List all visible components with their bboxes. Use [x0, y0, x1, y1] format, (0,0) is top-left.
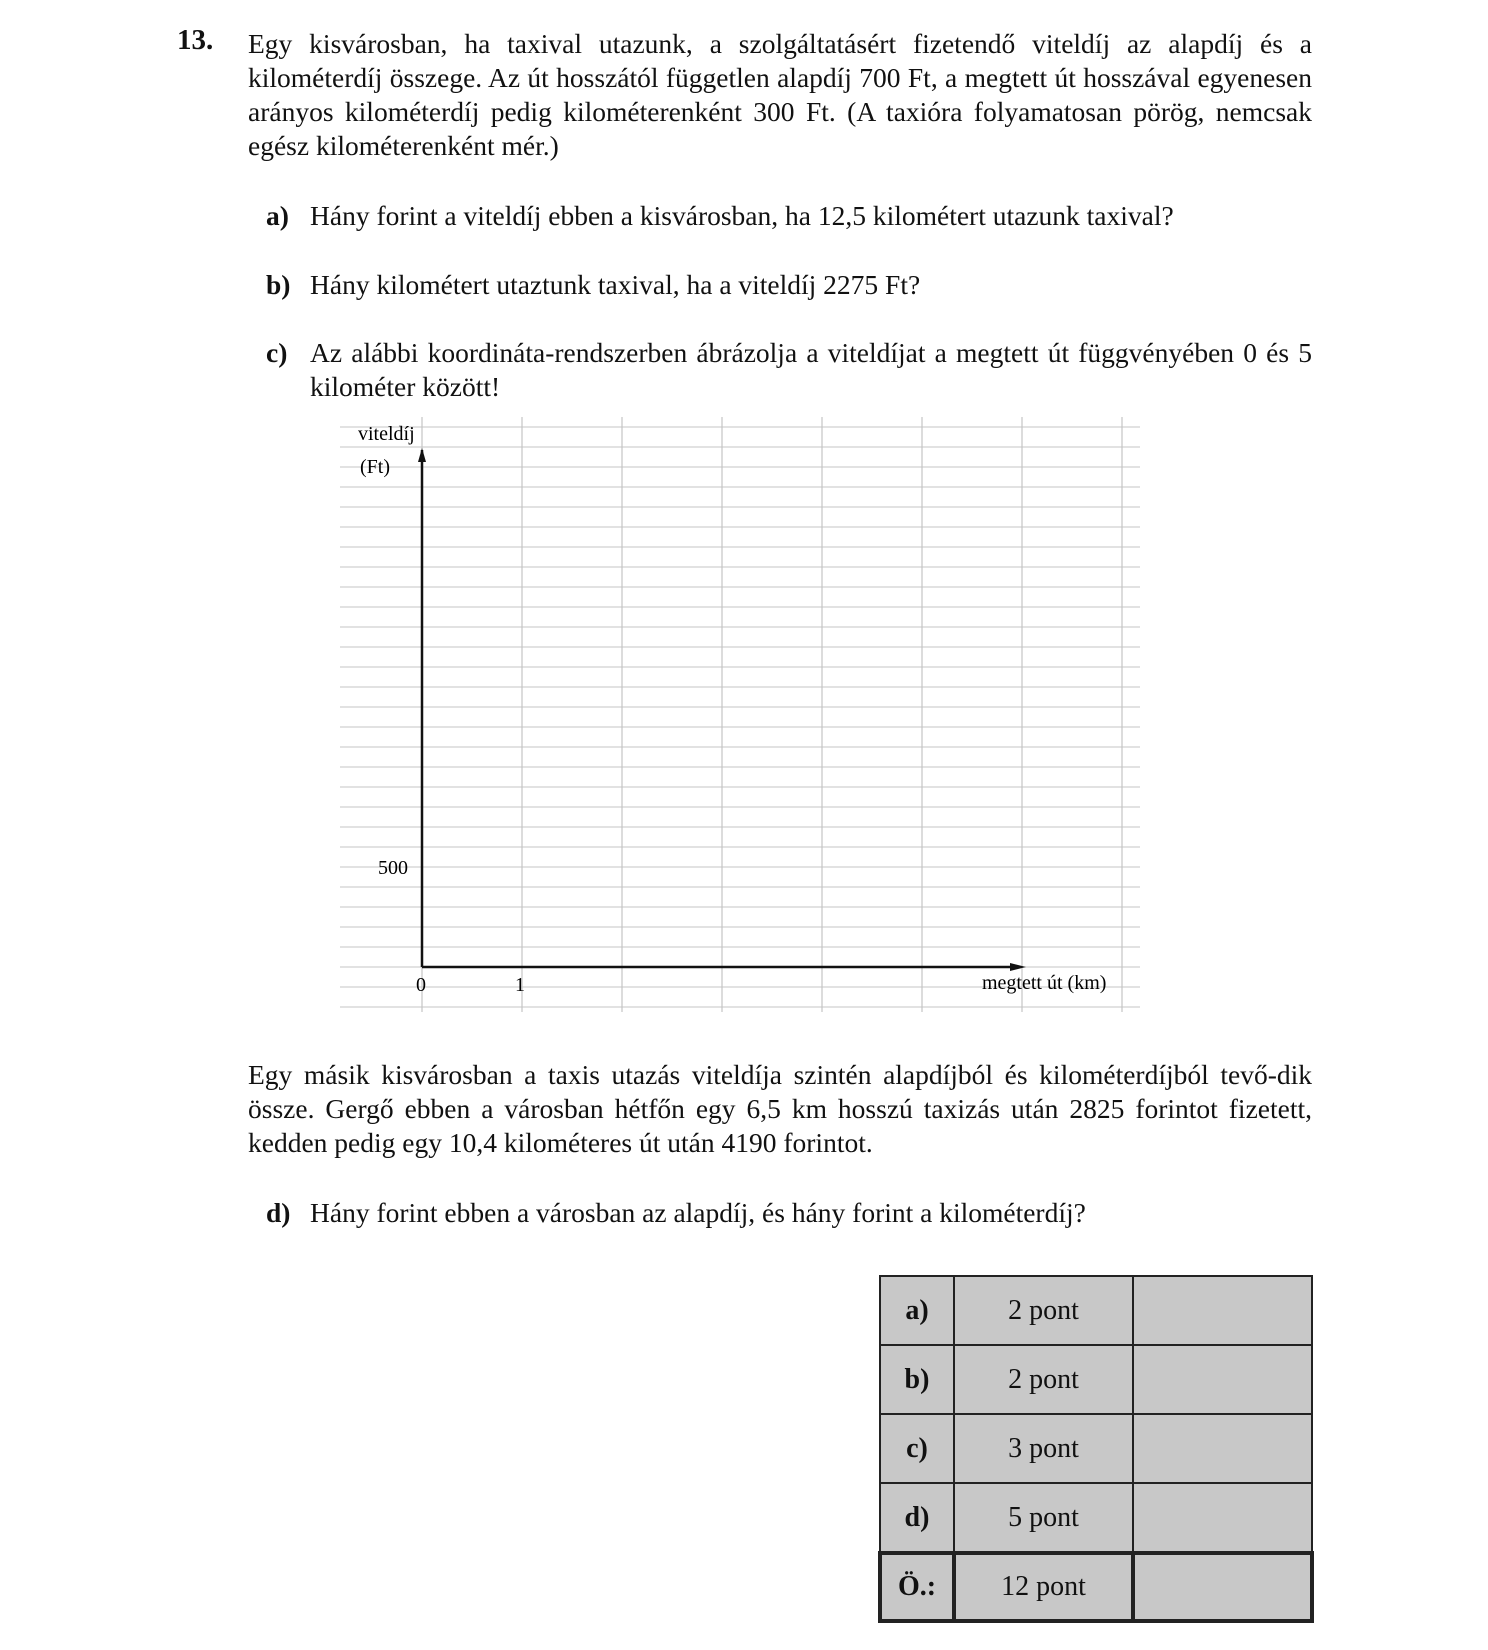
score-part: c) [880, 1414, 954, 1483]
second-paragraph: Egy másik kisvárosban a taxis utazás viteldíja szintén alapdíjból és kilométerdíjból tevő-dik össze. Gergő ebben a városban hétfőn egy 6,5 km hosszú taxizás után 2825 forintot fizetett, kedden pedig egy 10,4 kilométeres út után 4190 forintot. [248, 1059, 1312, 1158]
question-c [266, 336, 1312, 404]
score-table [878, 1275, 1314, 1623]
score-row [880, 1345, 1312, 1414]
x-axis-arrow [1010, 963, 1026, 971]
grid-lines [340, 417, 1140, 1012]
y-tick-label-500: 500 [378, 857, 408, 879]
score-total-points: 12 pont [954, 1553, 1133, 1621]
score-part: d) [880, 1483, 954, 1553]
y-axis-label-line2: (Ft) [360, 456, 390, 478]
problem-intro: Egy kisvárosban, ha taxival utazunk, a szolgáltatásért fizetendő viteldíj az alapdíj és a kilométerdíj összege. Az út hosszától független alapdíj 700 Ft, a megtett út hosszával egyenesen arányos kilométerdíj pedig kilométerenként 300 Ft. (A taxióra folyamatosan pörög, nemcsak egész kilométerenként mér.) [248, 28, 1312, 161]
score-total-earned-cell [1133, 1553, 1312, 1621]
question-d-text: Hány forint ebben a városban az alapdíj, és hány forint a kilométerdíj? [310, 1197, 1086, 1228]
score-earned-cell [1133, 1276, 1312, 1345]
score-earned-cell [1133, 1345, 1312, 1414]
score-row [880, 1276, 1312, 1345]
x-tick-label-1: 1 [515, 974, 525, 996]
problem-number: 13. [177, 24, 214, 56]
y-axis-label-line1: viteldíj [358, 423, 415, 445]
score-earned-cell [1133, 1483, 1312, 1553]
question-b [266, 268, 1312, 302]
score-points: 5 pont [954, 1483, 1133, 1553]
x-origin-label: 0 [416, 974, 426, 996]
question-d [266, 1196, 1312, 1230]
coordinate-grid [330, 412, 1140, 1012]
x-axis-label: megtett út (km) [982, 972, 1107, 994]
score-part: b) [880, 1345, 954, 1414]
score-points: 2 pont [954, 1276, 1133, 1345]
score-part: a) [880, 1276, 954, 1345]
score-total-label: Ö.: [880, 1553, 954, 1621]
score-points: 2 pont [954, 1345, 1133, 1414]
question-c-letter: c) [266, 337, 288, 368]
question-d-letter: d) [266, 1197, 291, 1228]
question-a-text: Hány forint a viteldíj ebben a kisvárosban, ha 12,5 kilométert utazunk taxival? [310, 200, 1174, 231]
question-b-text: Hány kilométert utaztunk taxival, ha a viteldíj 2275 Ft? [310, 269, 921, 300]
question-b-letter: b) [266, 269, 291, 300]
question-a-letter: a) [266, 200, 289, 231]
score-earned-cell [1133, 1414, 1312, 1483]
score-row [880, 1483, 1312, 1553]
y-axis-arrow [418, 448, 426, 462]
score-points: 3 pont [954, 1414, 1133, 1483]
score-total-row [880, 1553, 1312, 1621]
score-row [880, 1414, 1312, 1483]
question-a [266, 199, 1312, 233]
question-c-text: Az alábbi koordináta-rendszerben ábrázolja a viteldíjat a megtett út függvényében 0 és 5 kilométer között! [310, 337, 1312, 402]
